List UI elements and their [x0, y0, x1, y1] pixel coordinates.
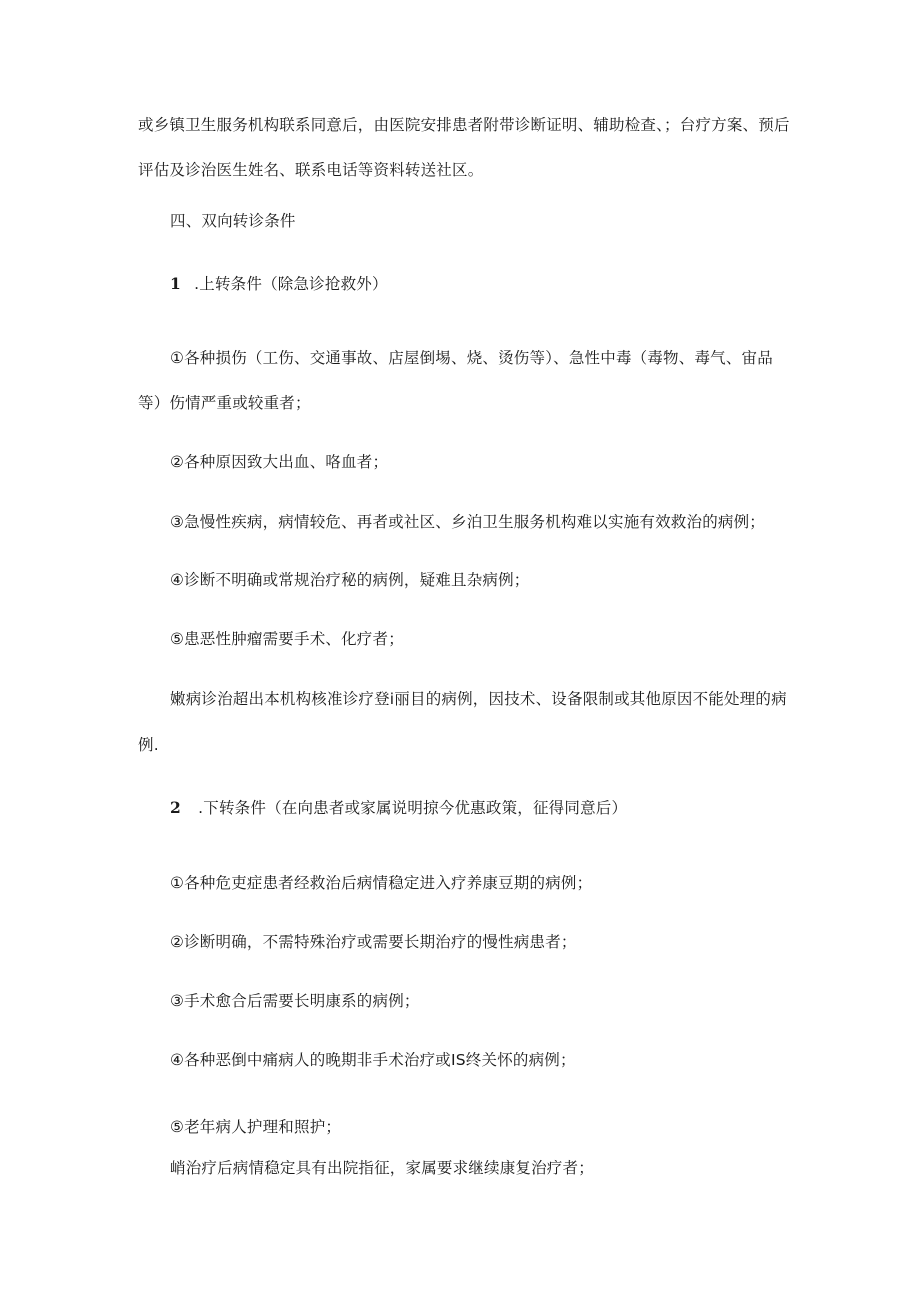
down-transfer-item-6: 峭治疗后病情稳定具有出院指征，家属要求继续康复治疗者；	[170, 1159, 594, 1177]
up-transfer-item-3: ③急慢性疾病，病情较危、再者或社区、乡泊卫生服务机构难以实施有效救治的病例；	[170, 513, 765, 531]
subsection-number: 1	[170, 274, 181, 293]
subsection-heading-down-transfer	[170, 798, 627, 818]
up-transfer-item-4: ④诊断不明确或常规治疗秘的病例，疑难且杂病例；	[170, 571, 530, 589]
up-transfer-item-1-line-1: ①各种损伤（工伤、交通事故、店屋倒埸、烧、烫伤等）、急性中毒（毒物、毒气、宙品	[170, 349, 773, 367]
down-transfer-item-2: ②诊断明确，不需特殊治疗或需要长期治疗的慢性病患者；	[170, 933, 577, 951]
up-transfer-item-2: ②各种原因致大出血、咯血者；	[170, 453, 389, 471]
subsection-title: .下转条件（在向患者或家属说明掠今优惠政策，征得同意后）	[198, 799, 628, 817]
up-transfer-item-5: ⑤患恶性肿瘤需要手术、化疗者；	[170, 630, 404, 648]
subsection-heading-up-transfer	[170, 274, 388, 294]
up-transfer-item-6-line-1: 嫩病诊治超出本机构核准诊疗登i丽目的病例，因技术、设备限制或其他原因不能处理的病	[170, 690, 787, 708]
up-transfer-item-6-line-2: 例.	[138, 736, 159, 754]
down-transfer-item-5: ⑤老年病人护理和照护；	[170, 1118, 342, 1136]
subsection-title: .上转条件（除急诊抢救外）	[194, 275, 388, 293]
paragraph-continuation-line-2: 评估及诊治医生姓名、联系电话等资料转送社区。	[138, 161, 484, 179]
subsection-number: 2	[170, 798, 181, 817]
down-transfer-item-4: ④各种恶倒中痛病人的晚期非手术治疗或IS终关怀的病例；	[170, 1051, 576, 1069]
down-transfer-item-1: ①各种危吏症患者经救治后病情稳定进入疗养康豆期的病例；	[170, 874, 593, 892]
section-heading: 四、双向转诊条件	[170, 212, 296, 230]
down-transfer-item-3: ③手术愈合后需要长明康系的病例；	[170, 992, 420, 1010]
up-transfer-item-1-line-2: 等）伤情严重或较重者；	[138, 394, 311, 412]
paragraph-continuation-line-1: 或乡镇卫生服务机构联系同意后，由医院安排患者附带诊断证明、辅助检查、；台疗方案、预后	[138, 116, 790, 134]
